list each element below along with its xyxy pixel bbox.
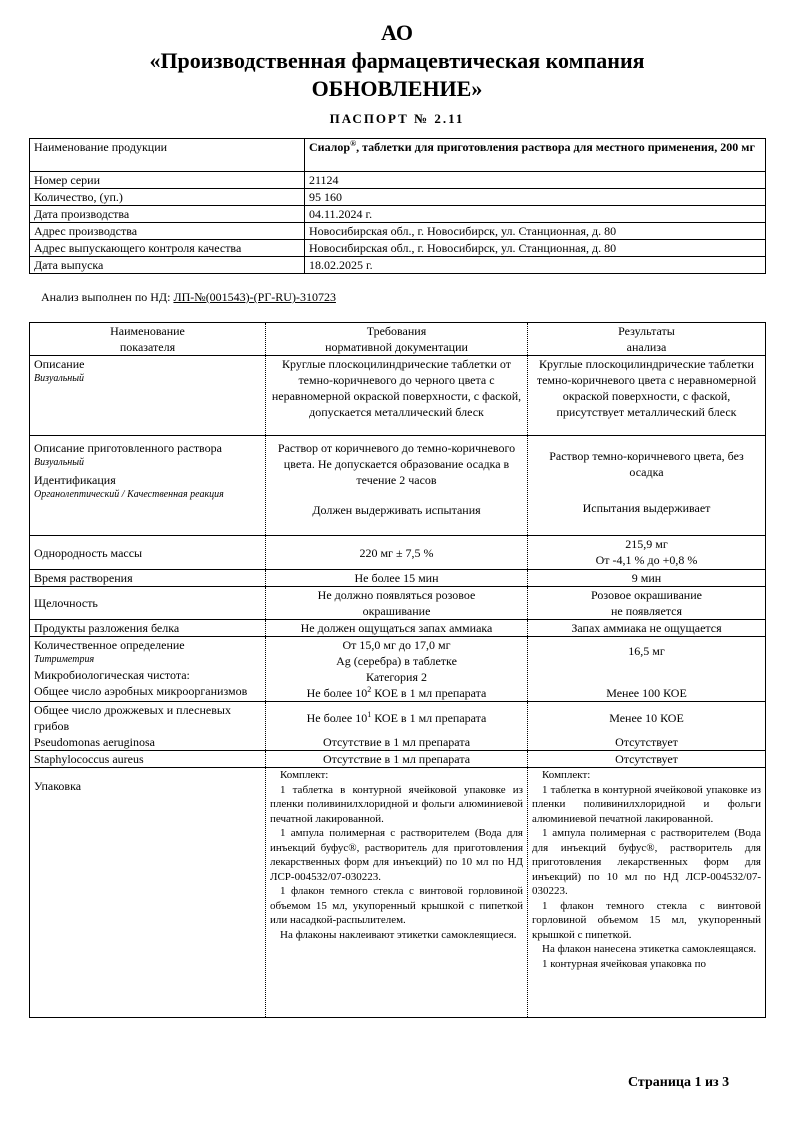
table-row (30, 620, 766, 637)
info-row (30, 172, 766, 189)
parameter-cell: Продукты разложения белка (30, 620, 266, 637)
requirement-cell: Круглые плоскоцилиндрические таблетки от темно-коричневого до черного цвета с неравномерной окраской поверхности, с фаской, допускается металлический блеск (266, 356, 528, 436)
requirement-text: Должен выдерживать испытания (312, 503, 481, 517)
header-line: анализа (626, 340, 667, 354)
result-text: Испытания выдерживает (582, 501, 711, 515)
exponent: 1 (367, 710, 372, 719)
req-part: Не более 10 (306, 711, 368, 725)
packaging-paragraph: 1 таблетка в контурной ячейковой упаковке из пленки поливинилхлоридной и фольги алюминиевой печатной лакированной. (270, 783, 523, 825)
nd-number: ЛП-№(001543)-(РГ-RU)-310723 (173, 290, 336, 304)
packaging-paragraph: 1 ампула полимерная с растворителем (Вода для инъекций буфус®, растворитель для приготовления лекарственных форм для инъекций) по 10 мл по НД ЛСР-004532/07-030223. (532, 827, 761, 897)
result-text: Розовое окрашивание (591, 588, 702, 602)
parameter-cell: Упаковка (30, 768, 266, 1018)
analysis-reference (41, 290, 336, 305)
table-row (30, 570, 766, 587)
parameter-cell: Однородность массы (30, 536, 266, 570)
info-value: 95 160 (305, 189, 766, 206)
method-name: Органолептический / Качественная реакция (34, 489, 224, 500)
method-name: Титриметрия (34, 654, 95, 665)
parameter-name: Количественное определение (34, 638, 185, 652)
info-value: 04.11.2024 г. (305, 206, 766, 223)
org-type: АО (381, 20, 413, 45)
parameter-cell (30, 702, 266, 751)
requirement-cell: Не должен ощущаться запах аммиака (266, 620, 528, 637)
info-value: 18.02.2025 г. (305, 257, 766, 274)
result-text: От -4,1 % до +0,8 % (595, 553, 698, 567)
method-name: Визуальный (34, 457, 85, 468)
parameter-cell: Время растворения (30, 570, 266, 587)
requirement-cell: Отсутствие в 1 мл препарата (266, 751, 528, 768)
requirement-cell: Не должно появляться розовое окрашивание (266, 587, 528, 620)
method-name: Визуальный (34, 373, 85, 384)
parameter-name: Описание приготовленного раствора (34, 441, 222, 455)
info-label: Количество, (уп.) (30, 189, 305, 206)
packaging-paragraph: 1 ампула полимерная с растворителем (Вода для инъекций буфус®, растворитель для приготовления лекарственных форм для инъекций) по 10 мл по НД ЛСР-004532/07-030223. (270, 827, 523, 883)
header-line: показателя (119, 340, 176, 354)
table-row (30, 751, 766, 768)
result-cell: Круглые плоскоцилиндрические таблетки темно-коричневого цвета с неравномерной окраской поверхности, с фаской, присутствует металлический блеск (528, 356, 766, 436)
requirement-text: Раствор от коричневого до темно-коричневого цвета. Не допускается образование осадка в течение 2 часов (277, 441, 516, 487)
result-text: Раствор темно-коричневого цвета, без осадка (549, 449, 744, 479)
result-cell (528, 536, 766, 570)
info-value: Новосибирская обл., г. Новосибирск, ул. Станционная, д. 80 (305, 223, 766, 240)
packaging-requirement-cell (266, 768, 528, 1018)
packaging-paragraph: На флакон нанесена этикетка самоклеящаяся. (542, 943, 757, 955)
info-label: Дата производства (30, 206, 305, 223)
company-name-line1: «Производственная фармацевтическая компания (149, 48, 645, 73)
company-name-line2: ОБНОВЛЕНИЕ» (311, 76, 483, 101)
requirement-cell: 220 мг ± 7,5 % (266, 536, 528, 570)
packaging-paragraph: На флаконы наклеивают этикетки самоклеящиеся. (280, 928, 517, 941)
requirement-text: Отсутствие в 1 мл препарата (322, 735, 471, 749)
info-value (305, 139, 766, 172)
table-row (30, 536, 766, 570)
requirement-cell: Не более 15 мин (266, 570, 528, 587)
info-row (30, 257, 766, 274)
parameter-cell (30, 637, 266, 702)
table-row (30, 356, 766, 436)
column-header-parameter (30, 323, 266, 356)
parameter-name: Pseudomonas aeruginosa (34, 735, 155, 749)
result-cell: 9 мин (528, 570, 766, 587)
req-part: КОЕ в 1 мл препарата (371, 686, 487, 700)
exponent: 2 (367, 685, 372, 694)
parameter-name: Общее число дрожжевых и плесневых грибов (34, 703, 231, 733)
result-text: не появляется (610, 604, 683, 618)
product-name: Сиалор (309, 140, 351, 154)
table-row (30, 587, 766, 620)
result-text: Отсутствует (615, 735, 678, 749)
info-row (30, 223, 766, 240)
packaging-paragraph: 1 контурная ячейковая упаковка по (542, 957, 706, 970)
requirement-cell (266, 702, 528, 751)
result-cell (528, 637, 766, 702)
parameter-cell (30, 356, 266, 436)
header-line: Требования (366, 324, 427, 338)
packaging-paragraph: 1 флакон темного стекла с винтовой горловиной объемом 15 мл, укупоренный крышкой с пипеткой или насадкой-распылителем. (270, 885, 523, 926)
info-row (30, 189, 766, 206)
packaging-kit-label: Комплект: (280, 769, 329, 781)
table-row (30, 702, 766, 751)
info-label: Номер серии (30, 172, 305, 189)
packaging-kit-label: Комплект: (542, 769, 591, 781)
result-cell (528, 702, 766, 751)
info-value: Новосибирская обл., г. Новосибирск, ул. Станционная, д. 80 (305, 240, 766, 257)
req-part: КОЕ в 1 мл препарата (371, 711, 487, 725)
header-line: Результаты (618, 324, 675, 338)
info-row (30, 240, 766, 257)
analysis-prefix: Анализ выполнен по НД: (41, 290, 171, 304)
requirement-text (270, 685, 523, 701)
requirement-cell (266, 436, 528, 536)
result-cell: Запах аммиака не ощущается (528, 620, 766, 637)
result-text: 16,5 мг (628, 644, 665, 658)
info-value: 21124 (305, 172, 766, 189)
product-info-table (29, 138, 766, 274)
parameter-cell: Staphylococcus aureus (30, 751, 266, 768)
packaging-result-cell (528, 768, 766, 1018)
parameter-name: Описание (34, 357, 85, 371)
parameter-name: Микробиологическая чистота: (34, 668, 190, 682)
result-text: Менее 10 КОЕ (609, 711, 684, 725)
info-row (30, 139, 766, 172)
table-row (30, 436, 766, 536)
header-line: нормативной документации (325, 340, 468, 354)
header-line: Наименование (110, 324, 185, 338)
table-header-row (30, 323, 766, 356)
info-label: Дата выпуска (30, 257, 305, 274)
product-description: , таблетки для приготовления раствора для местного применения, 200 мг (356, 140, 755, 154)
info-row (30, 206, 766, 223)
result-cell (528, 436, 766, 536)
parameter-name: Общее число аэробных микроорганизмов (34, 684, 248, 698)
page-number: Страница 1 из 3 (628, 1075, 730, 1090)
req-part: Не более 10 (306, 686, 368, 700)
table-row (30, 768, 766, 1018)
result-cell (528, 587, 766, 620)
result-cell: Отсутствует (528, 751, 766, 768)
info-label: Адрес производства (30, 223, 305, 240)
info-label: Адрес выпускающего контроля качества (30, 240, 305, 257)
column-header-requirements (266, 323, 528, 356)
requirement-text (270, 710, 523, 726)
requirement-text: Ag (серебра) в таблетке (336, 654, 457, 668)
requirement-cell (266, 637, 528, 702)
passport-number: ПАСПОРТ № 2.11 (329, 111, 465, 126)
parameter-cell: Щелочность (30, 587, 266, 620)
packaging-paragraph: 1 флакон темного стекла с винтовой горловиной объемом 15 мл, укупоренный крышкой с пипеткой. (532, 899, 761, 941)
info-label: Наименование продукции (30, 139, 305, 172)
result-text: 215,9 мг (625, 537, 668, 551)
requirement-text: От 15,0 мг до 17,0 мг (342, 638, 451, 652)
packaging-paragraph: 1 таблетка в контурной ячейковой упаковке из пленки поливинилхлоридной и фольги алюминиевой печатной лакированной. (532, 783, 761, 825)
results-table (29, 322, 766, 1018)
column-header-results (528, 323, 766, 356)
category-text: Категория 2 (366, 670, 427, 684)
table-row (30, 637, 766, 702)
parameter-cell (30, 436, 266, 536)
result-text: Менее 100 КОЕ (606, 686, 687, 700)
parameter-name: Идентификация (34, 473, 116, 487)
registered-mark: ® (350, 139, 357, 148)
